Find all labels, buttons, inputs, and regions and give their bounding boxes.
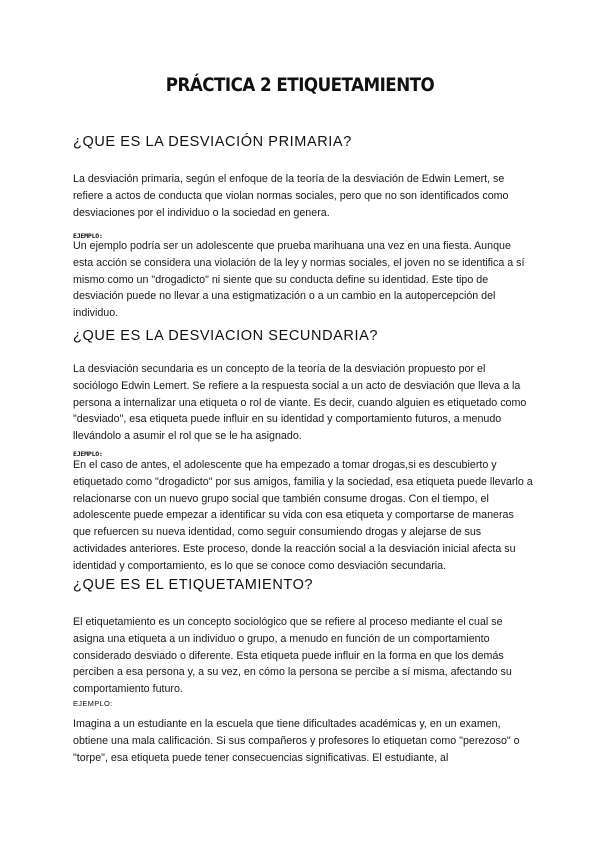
example-body-labeling: Imagina a un estudiante en la escuela que tiene dificultades académicas y, en un examen, obtiene una mala calificación. Si sus compañeros y profesores lo etiquetan como "perezoso" o "torpe", esa etiqueta puede tener consecuencias significativas. El estudiante, al	[73, 718, 520, 764]
section-body-labeling: El etiquetamiento es un concepto sociológico que se refiere al proceso mediante el cual se asigna una etiqueta a un individuo o grupo, a menudo en función de un comportamiento considerado desviado o diferente. Esta etiqueta puede influir en la forma en que los demás perciben a esa persona y, a su vez, en cómo la persona se percibe a sí misma, afectando su comportamiento futuro.	[73, 616, 512, 696]
page-title: PRÁCTICA 2 ETIQUETAMIENTO	[165, 74, 435, 96]
section-body-secondary-deviation: La desviación secundaria es un concepto de la teoría de la desviación propuesto por el sociólogo Edwin Lemert. Se refiere a la respuesta social a un acto de desviación que lleva a la persona a internalizar una etiqueta o rol de viante. Es decir, cuando alguien es etiquetado como "desviado", esa etiqueta puede influir en su identidad y comportamiento futuros, a menudo llevándolo a asumir el rol que se le ha asignado.	[73, 363, 527, 443]
section-heading-secondary-deviation: ¿QUE ES LA DESVIACION SECUNDARIA?	[73, 328, 379, 344]
example-body-secondary-deviation: En el caso de antes, el adolescente que ha empezado a tomar drogas,si es descubierto y etiquetado como "drogadicto" por sus amigos, familia y la sociedad, esa etiqueta puede llevarlo a relacionarse con un nuevo grupo social que también consume drogas. Con el tiempo, el adolescente puede empezar a identificar su vida con esa etiqueta y comportarse de maneras que refuercen su nueva identidad, como seguir consumiendo drogas y alejarse de sus actividades anteriores. Este proceso, donde la reacción social a la desviación inicial afecta su identidad y comportamiento, es lo que se conoce como desviación secundaria.	[73, 459, 533, 572]
section-body-primary-deviation: La desviación primaria, según el enfoque de la teoría de la desviación de Edwin Lemert, se refiere a actos de conducta que violan normas sociales, pero que no son identificados como desviaciones por el individuo o la sociedad en genera.	[73, 173, 509, 219]
example-label: EJEMPLO:	[73, 699, 113, 708]
example-body-primary-deviation: Un ejemplo podría ser un adolescente que prueba marihuana una vez en una fiesta. Aunque esta acción se considera una violación de la ley y normas sociales, el joven no se identifica a sí mismo como un "drogadicto" ni siente que su conducta define su identidad. Este tipo de desviación puede no llevar a una estigmatización o a un cambio en la autopercepción del individuo.	[73, 240, 525, 320]
example-label: EJEMPLO:	[73, 450, 103, 458]
section-heading-primary-deviation: ¿QUE ES LA DESVIACIÓN PRIMARIA?	[73, 134, 352, 150]
example-label: EJEMPLO:	[73, 232, 103, 240]
section-heading-labeling: ¿QUE ES EL ETIQUETAMIENTO?	[73, 577, 314, 593]
